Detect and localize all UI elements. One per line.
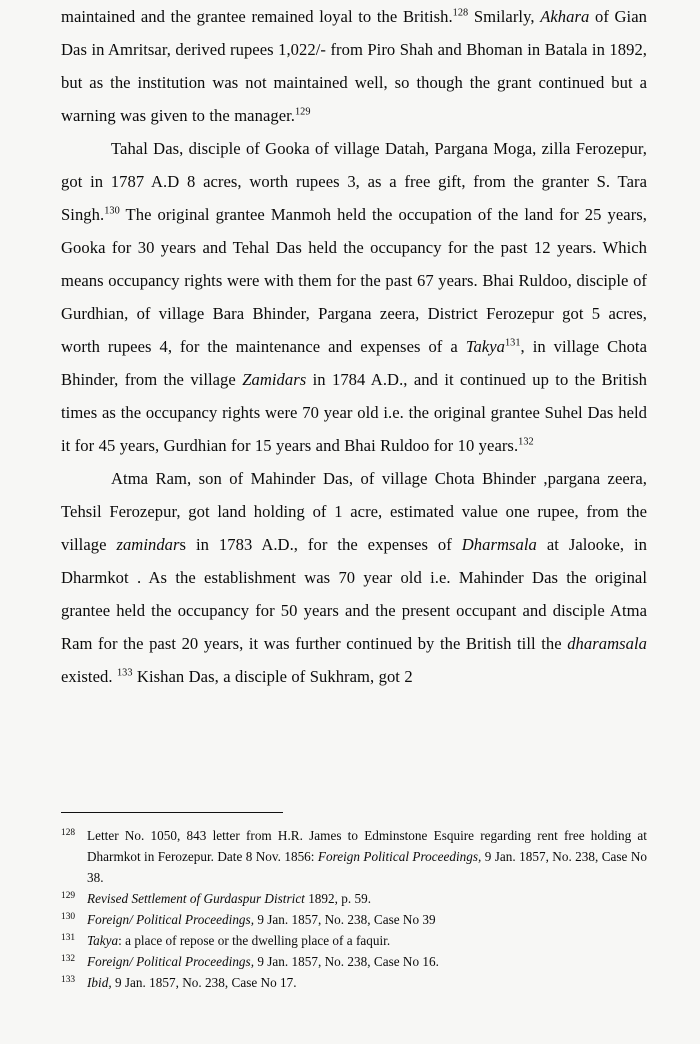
footnote-text [87, 891, 371, 906]
text-run: in 1784 A.D., and it continued up to the British times as the occupancy rights were 70 year old i.e. the original grantee Suhel Das held it for 45 years, Gurdhian for 15 years and Bhai Ruldoo for 10 years. [61, 370, 648, 455]
footnote-reference-marker[interactable]: 128 [452, 7, 469, 19]
paragraph-list [61, 0, 647, 693]
italic-term: Foreign/ Political Proceedings, [87, 912, 255, 927]
italic-term: Revised Settlement of Gurdaspur District [87, 891, 305, 906]
footnote-entry [61, 825, 647, 888]
footnote-number[interactable]: 128 [61, 828, 76, 838]
italic-term: Foreign Political Proceedings, [317, 849, 482, 864]
footnote-text [87, 912, 436, 927]
footnote-reference-marker[interactable]: 129 [294, 106, 311, 118]
footnote-text [87, 828, 647, 885]
footnote-reference-marker[interactable]: 130 [104, 205, 120, 217]
text-run: Smilarly, [468, 7, 541, 26]
footnote-entry [61, 909, 647, 930]
footnote-block [61, 825, 647, 993]
text-run: 1892, p. 59. [304, 891, 372, 906]
body-paragraph [61, 462, 647, 693]
text-run: Atma Ram, son of Mahinder Das, of village Chota Bhinder ,pargana zeera, Tehsil Ferozepur, got land holding of 1 acre, estimated value one rupee, from the village [61, 469, 647, 554]
text-run: : a place of repose or the dwelling place of a faquir. [118, 933, 391, 948]
text-run: of Gian Das in Amritsar, derived rupees 1,022/- from Piro Shah and Bhoman in Batala in 1892, but as the institution was not maintained well, so though the grant continued but a warning was given to the manager. [61, 7, 647, 125]
footnote-entry [61, 972, 647, 993]
text-run: Letter No. 1050, 843 letter from H.R. James to Edminstone Esquire regarding rent free holding at Dharmkot in Ferozepur. Date 8 Nov. 1856: [87, 828, 647, 864]
italic-term: Akhara [540, 7, 590, 26]
footnote-number[interactable]: 132 [61, 954, 76, 964]
text-run: maintained and the grantee remained loyal to the British. [61, 7, 453, 26]
text-run: 9 Jan. 1857, No. 238, Case No 16. [254, 954, 439, 969]
footnote-text [87, 933, 390, 948]
footnote-reference-marker[interactable]: 132 [518, 436, 534, 448]
footnote-entry [61, 951, 647, 972]
italic-term: zamindar [116, 535, 180, 554]
text-run: 9 Jan. 1857, No. 238, Case No 38. [87, 849, 647, 885]
text-run: The original grantee Manmoh held the occupation of the land for 25 years, Gooka for 30 years and Tehal Das held the occupancy for the past 12 years. Which means occupancy rights were with them for the past 67 years. Bhai Ruldoo, disciple of Gurdhian, of village Bara Bhinder, Pargana zeera, District Ferozepur got 5 acres, worth rupees 4, for the maintenance and expenses of a [61, 205, 647, 356]
text-run: existed. [61, 667, 117, 686]
italic-term: Dharmsala [461, 535, 537, 554]
italic-term: Takya [465, 337, 505, 356]
italic-term: Foreign/ Political Proceedings, [87, 954, 255, 969]
footnote-text [87, 975, 297, 990]
footnote-reference-marker[interactable]: 133 [116, 667, 133, 679]
text-run: Tahal Das, disciple of Gooka of village Datah, Pargana Moga, zilla Ferozepur, got in 1787 A.D 8 acres, worth rupees 3, as a free gift, from the granter S. Tara Singh. [61, 139, 647, 224]
footnote-text [87, 954, 439, 969]
text-run: 9 Jan. 1857, No. 238, Case No 39 [254, 912, 436, 927]
italic-term: Ibid, [87, 975, 112, 990]
body-text-block [61, 0, 647, 693]
text-run: , in village Chota Bhinder, from the village [61, 337, 647, 389]
text-run: at Jalooke, in Dharmkot . As the establishment was 70 year old i.e. Mahinder Das the original grantee held the occupancy for 50 years and the present occupant and disciple Atma Ram for the past 20 years, it was further continued by the British till the [61, 535, 648, 653]
body-paragraph [61, 132, 647, 462]
italic-term: dharamsala [567, 634, 647, 653]
footnote-number[interactable]: 133 [61, 975, 76, 985]
text-run: s in 1783 A.D., for the expenses of [179, 535, 462, 554]
footnote-entry [61, 888, 647, 909]
footnote-number[interactable]: 131 [61, 933, 76, 943]
footnote-number[interactable]: 129 [61, 891, 76, 901]
footnote-reference-marker[interactable]: 131 [504, 337, 521, 349]
footnote-entry [61, 930, 647, 951]
footnote-number[interactable]: 130 [61, 912, 76, 922]
text-run: 9 Jan. 1857, No. 238, Case No 17. [111, 975, 297, 990]
italic-term: Takya [87, 933, 119, 948]
footnote-list [61, 825, 647, 993]
footnote-separator-rule [61, 812, 283, 813]
body-paragraph [61, 0, 647, 132]
italic-term: Zamidars [242, 370, 307, 389]
text-run: Kishan Das, a disciple of Sukhram, got 2 [132, 667, 413, 686]
